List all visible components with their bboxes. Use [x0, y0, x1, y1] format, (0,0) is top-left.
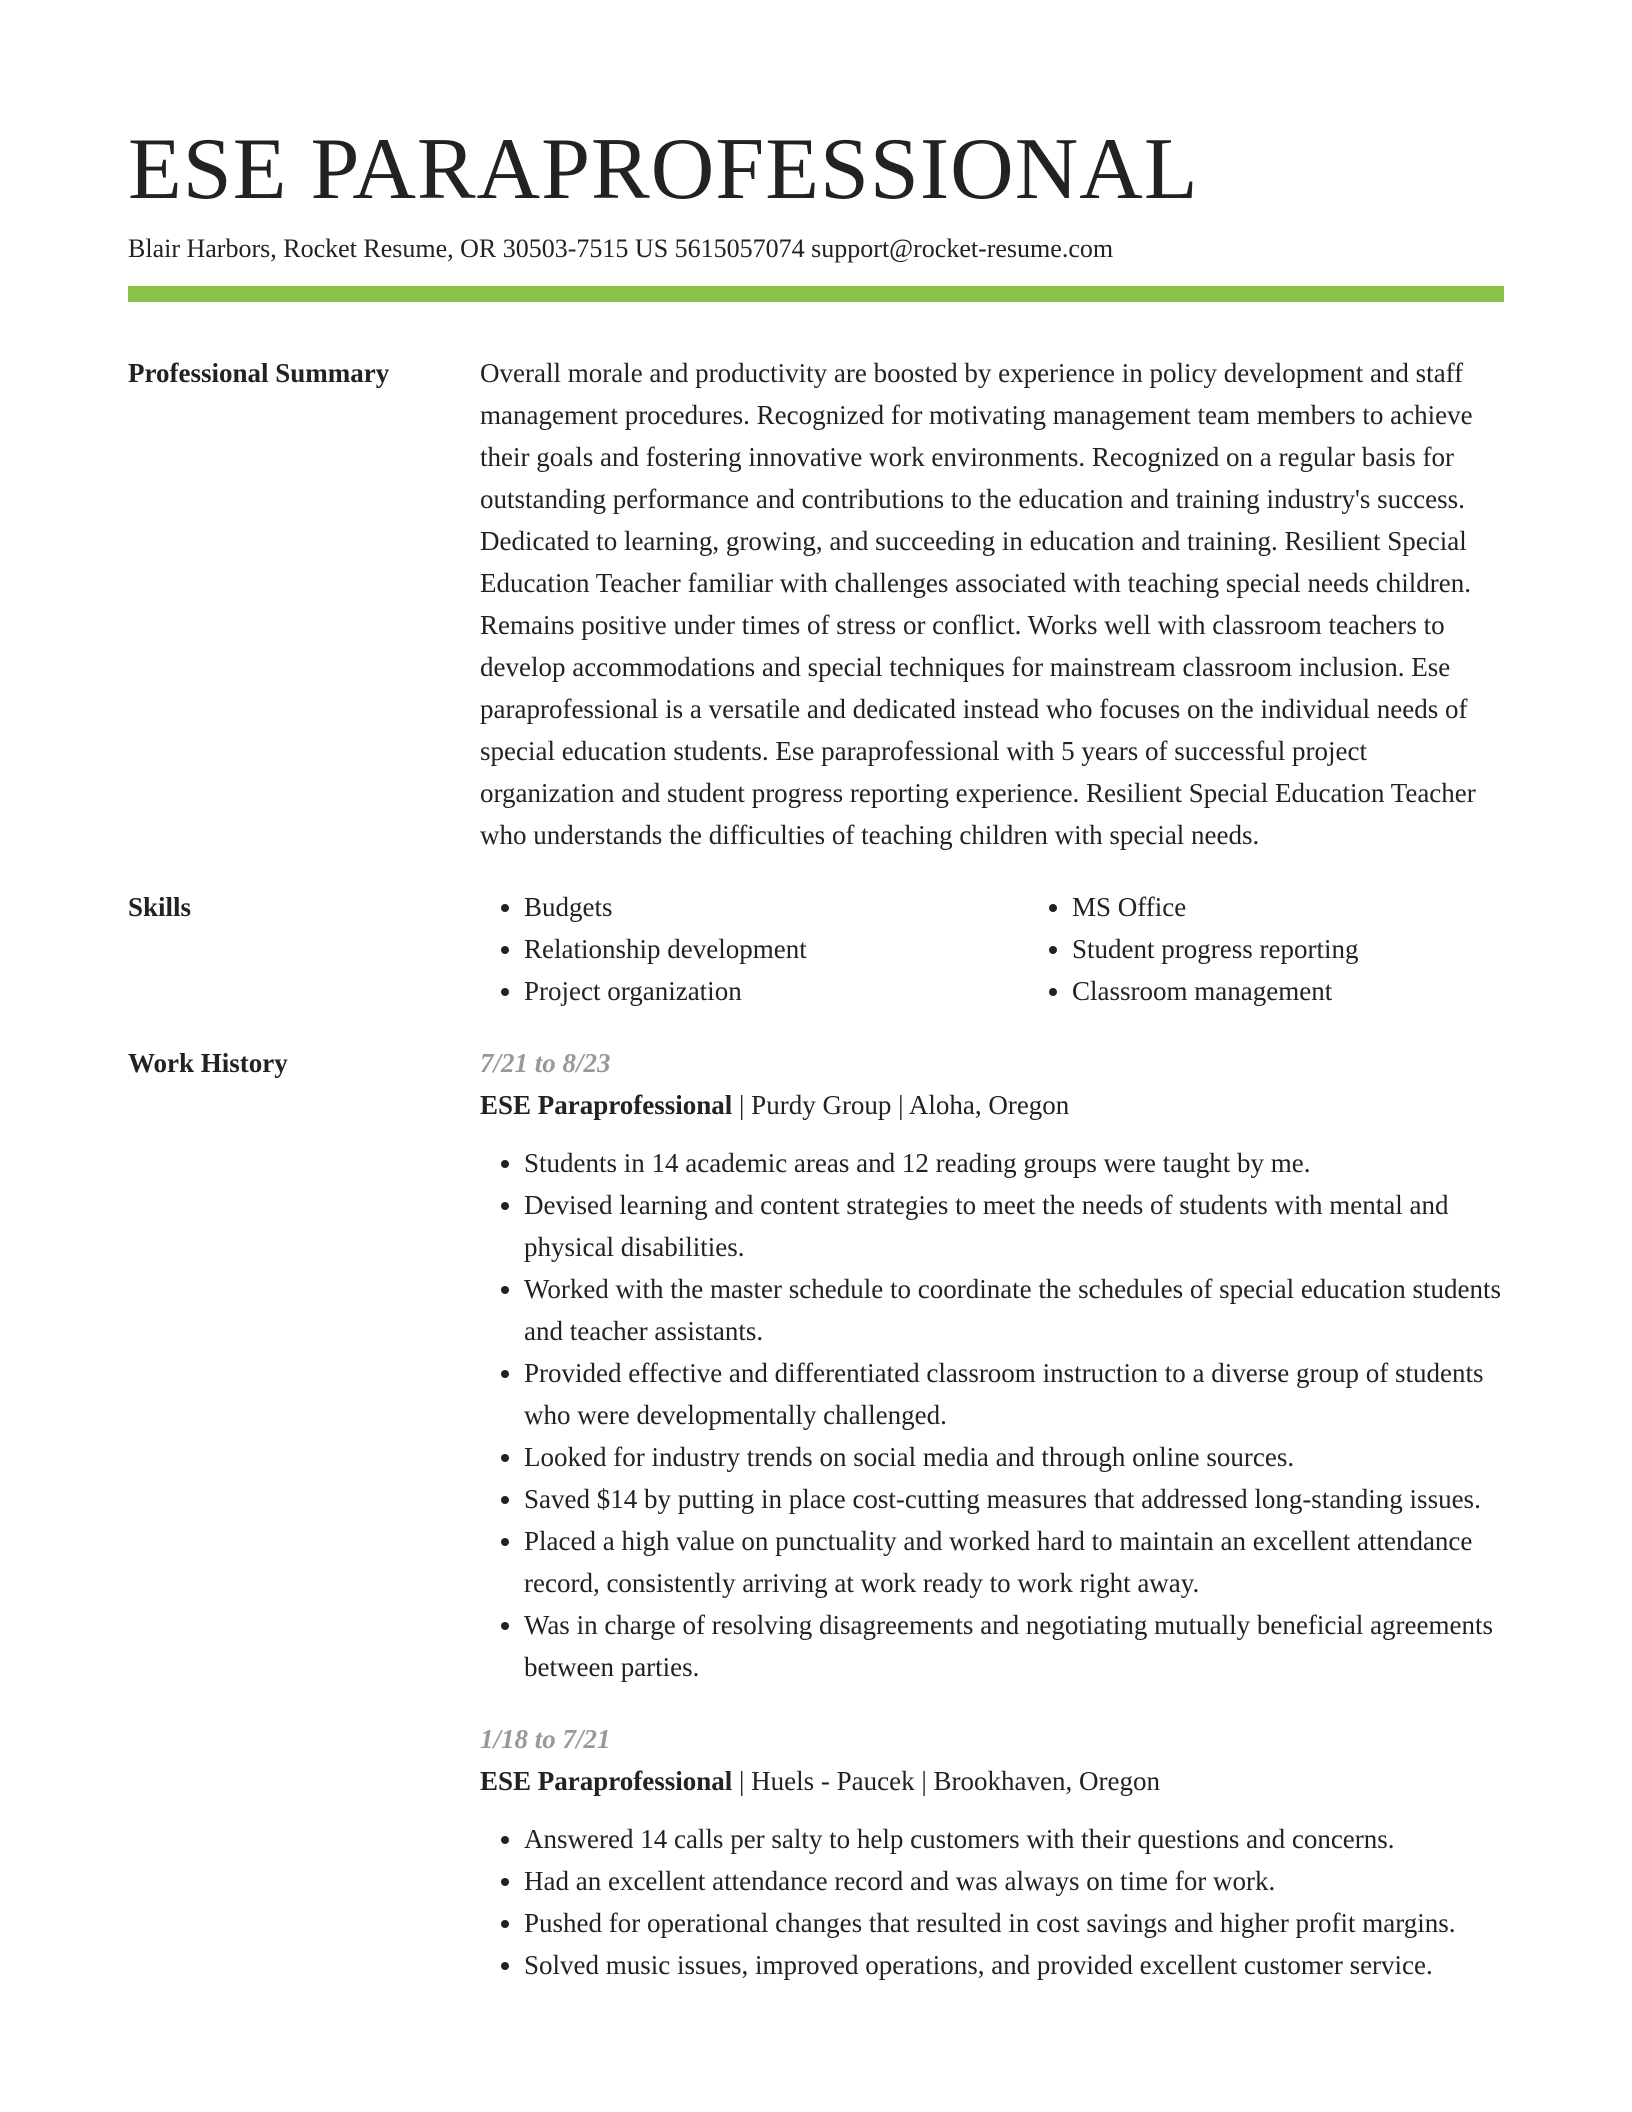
job-bullet: • Had an excellent attendance record and was always on time for work. [524, 1860, 1504, 1902]
job-bullet: • Worked with the master schedule to coordinate the schedules of special education students and teacher assistants. [524, 1268, 1504, 1352]
resume-page [128, 120, 1504, 1986]
accent-divider [128, 286, 1504, 302]
job-bullet: • Solved music issues, improved operations, and provided excellent customer service. [524, 1944, 1504, 1986]
job-entry [480, 1042, 1504, 1688]
job-title: ESE Paraprofessional [480, 1090, 733, 1120]
job-bullet-list [480, 1142, 1504, 1688]
job-details: | Purdy Group | Aloha, Oregon [732, 1090, 1070, 1120]
job-heading [480, 1084, 1504, 1126]
job-bullet: • Students in 14 academic areas and 12 reading groups were taught by me. [524, 1142, 1504, 1184]
contact-email: support@rocket-resume.com [811, 234, 1114, 263]
skills-section [128, 886, 1504, 1012]
skill-item: • MS Office [1072, 886, 1576, 928]
job-title: ESE Paraprofessional [480, 1766, 733, 1796]
summary-section-title: Professional Summary [128, 358, 390, 388]
job-bullet: • Answered 14 calls per salty to help customers with their questions and concerns. [524, 1818, 1504, 1860]
contact-address: Blair Harbors, Rocket Resume, OR 30503-7515 US [128, 234, 669, 263]
skill-item: • Budgets [524, 886, 1028, 928]
job-bullet: • Pushed for operational changes that resulted in cost savings and higher profit margins. [524, 1902, 1504, 1944]
contact-phone: 5615057074 [674, 234, 805, 263]
job-bullet-list [480, 1818, 1504, 1986]
skills-list-right [1028, 886, 1576, 1012]
skills-list-left [480, 886, 1028, 1012]
job-bullet: • Saved $14 by putting in place cost-cutting measures that addressed long-standing issues. [524, 1478, 1504, 1520]
summary-section [128, 352, 1504, 856]
resume-name-heading: ESE PARAPROFESSIONAL [128, 121, 1199, 218]
job-bullet: • Devised learning and content strategies to meet the needs of students with mental and physical disabilities. [524, 1184, 1504, 1268]
job-bullet: • Provided effective and differentiated classroom instruction to a diverse group of students who were developmentally challenged. [524, 1352, 1504, 1436]
job-bullet: • Was in charge of resolving disagreements and negotiating mutually beneficial agreements between parties. [524, 1604, 1504, 1688]
skills-section-title: Skills [128, 892, 192, 922]
skill-item: • Classroom management [1072, 970, 1576, 1012]
job-bullet: • Looked for industry trends on social media and through online sources. [524, 1436, 1504, 1478]
job-dates: 7/21 to 8/23 [480, 1048, 611, 1078]
job-heading [480, 1760, 1504, 1802]
job-details: | Huels - Paucek | Brookhaven, Oregon [732, 1766, 1160, 1796]
work-history-section [128, 1042, 1504, 1986]
skill-item: • Project organization [524, 970, 1028, 1012]
job-entry [480, 1718, 1504, 1986]
job-dates: 1/18 to 7/21 [480, 1724, 611, 1754]
job-bullet: • Placed a high value on punctuality and worked hard to maintain an excellent attendance record, consistently arriving at work ready to work right away. [524, 1520, 1504, 1604]
skill-item: • Student progress reporting [1072, 928, 1576, 970]
work-history-section-title: Work History [128, 1048, 288, 1078]
summary-text: Overall morale and productivity are boosted by experience in policy development and staff management procedures. Recognized for motivating management team members to achieve their goals and fostering innovative work environments. Recognized on a regular basis for outstanding performance and contributions to the education and training industry's success. Dedicated to learning, growing, and succeeding in education and training. Resilient Special Education Teacher familiar with challenges associated with teaching special needs children. Remains positive under times of stress or conflict. Works well with classroom teachers to develop accommodations and special techniques for mainstream classroom inclusion. Ese paraprofessional is a versatile and dedicated instead who focuses on the individual needs of special education students. Ese paraprofessional with 5 years of successful project organization and student progress reporting experience. Resilient Special Education Teacher who understands the difficulties of teaching children with special needs. [480, 358, 1476, 850]
contact-line [128, 232, 1504, 266]
skill-item: • Relationship development [524, 928, 1028, 970]
